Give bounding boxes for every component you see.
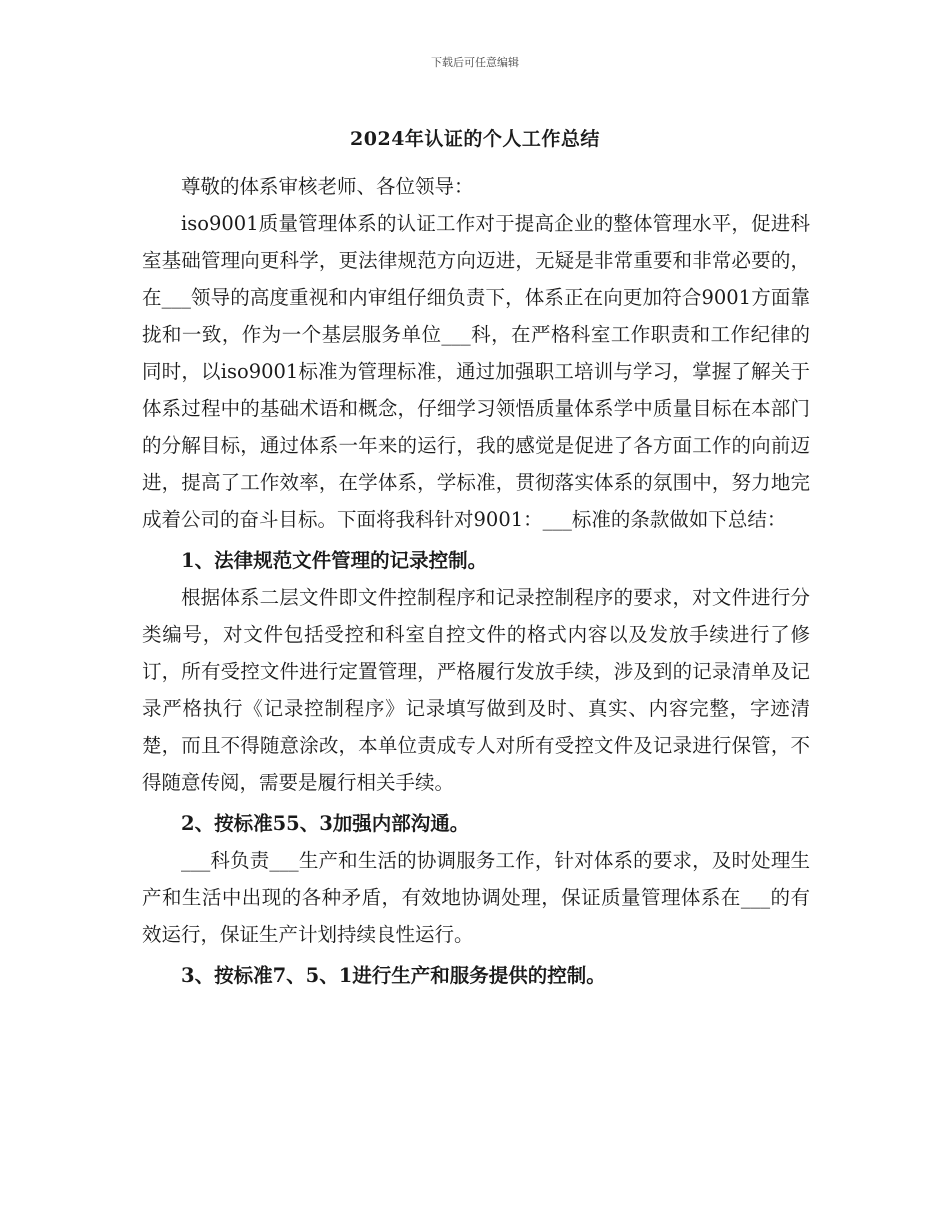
section-1-heading: 1、法律规范文件管理的记录控制。 [181, 549, 488, 572]
greeting: 尊敬的体系审核老师、各位领导： [181, 175, 474, 198]
page-header-note: 下载后可任意编辑 [431, 56, 519, 69]
document-title: 2024年认证的个人工作总结 [350, 128, 600, 150]
section-2-body: ___科负责___生产和生活的协调服务工作，针对体系的要求，及时处理生产和生活中出现的各种矛盾，有效地协调处理，保证质量管理体系在___的有效运行，保证生产计划持续良性运行。 [142, 849, 810, 946]
section-1-body: 根据体系二层文件即文件控制程序和记录控制程序的要求，对文件进行分类编号，对文件包括受控和科室自控文件的格式内容以及发放手续进行了修订，所有受控文件进行定置管理，严格履行发放手续，涉及到的记录清单及记录严格执行《记录控制程序》记录填写做到及时、真实、内容完整，字迹清楚，而且不得随意涂改，本单位责成专人对所有受控文件及记录进行保管，不得随意传阅，需要是履行相关手续。 [142, 586, 810, 794]
intro-paragraph: iso9001质量管理体系的认证工作对于提高企业的整体管理水平，促进科室基础管理向更科学，更法律规范方向迈进，无疑是非常重要和非常必要的，在___领导的高度重视和内审组仔细负责下，体系正在向更加符合9001方面靠拢和一致，作为一个基层服务单位___科，在严格科室工作职责和工作纪律的同时，以iso9001标准为管理标准，通过加强职工培训与学习，掌握了解关于体系过程中的基础术语和概念，仔细学习领悟质量体系学中质量目标在本部门的分解目标，通过体系一年来的运行，我的感觉是促进了各方面工作的向前迈进，提高了工作效率，在学体系，学标准，贯彻落实体系的氛围中，努力地完成着公司的奋斗目标。下面将我科针对9001：___标准的条款做如下总结： [142, 212, 810, 531]
section-2-heading: 2、按标准55、3加强内部沟通。 [181, 812, 470, 835]
document-body [142, 168, 810, 994]
section-3-heading: 3、按标准7、5、1进行生产和服务提供的控制。 [181, 964, 606, 987]
